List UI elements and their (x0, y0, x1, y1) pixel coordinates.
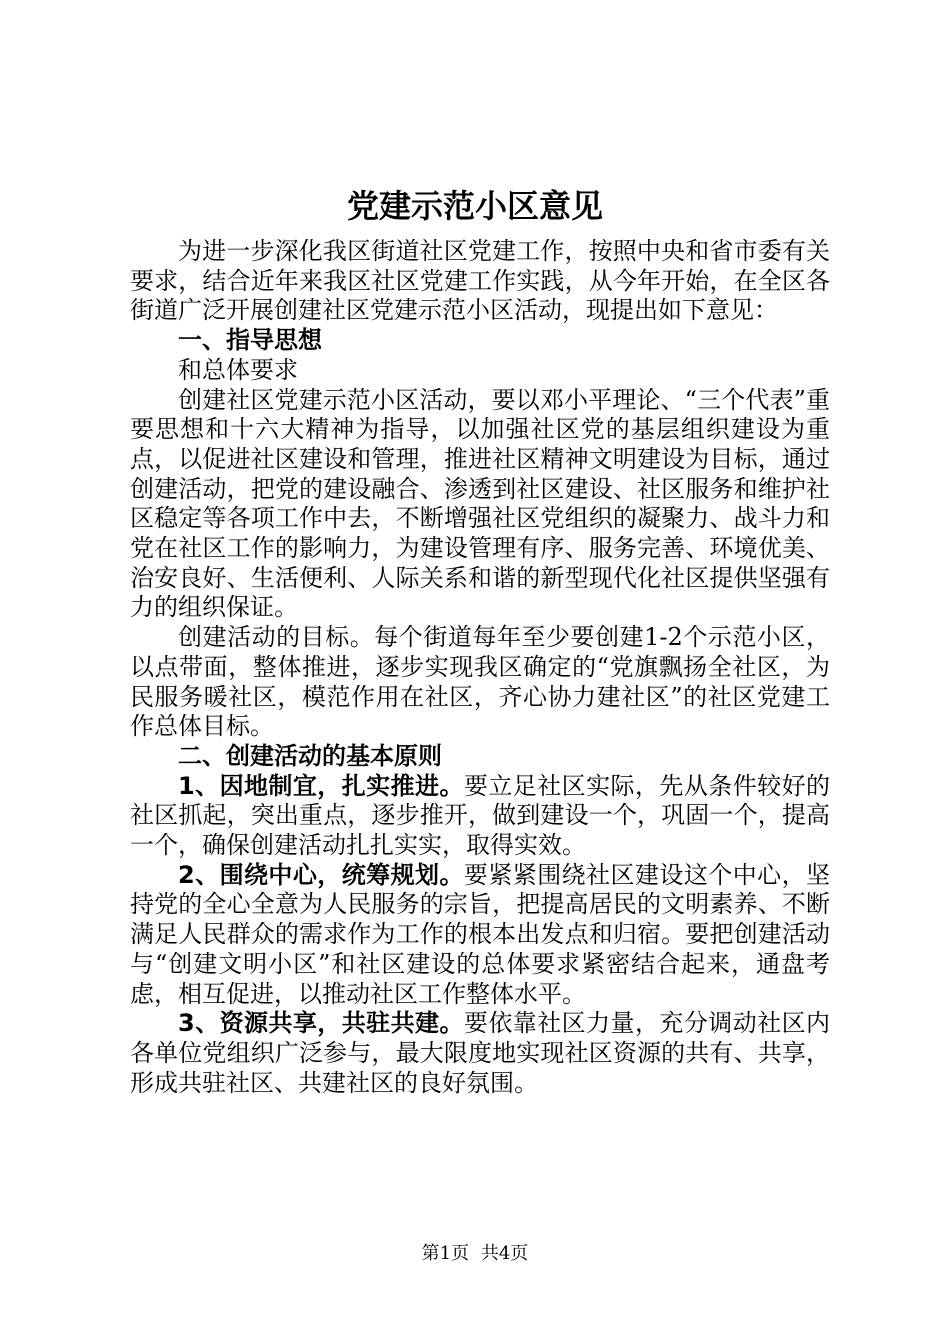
section-heading-1 (130, 326, 830, 356)
principle-paragraph-2 (130, 861, 830, 1010)
section-heading-2 (130, 742, 830, 772)
page-total: 共4页 (480, 1243, 529, 1264)
principle-lead: 3、资源共享，共驻共建。 (178, 1009, 464, 1038)
heading-text: 一、指导思想 (178, 326, 322, 355)
paragraph-text: 和总体要求 (178, 355, 298, 384)
paragraph-text: 为进一步深化我区街道社区党建工作，按照中央和省市委有关要求，结合近年来我区社区党建工作实践，从今年开始，在全区各街道广泛开展创建社区党建示范小区活动，现提出如下意见： (130, 237, 830, 325)
principle-lead: 1、因地制宜，扎实推进。 (178, 771, 464, 800)
heading-text: 二、创建活动的基本原则 (178, 741, 442, 770)
principle-paragraph-1 (130, 772, 830, 861)
paragraph-text: 要紧紧围绕社区建设这个中心，坚持党的全心全意为人民服务的宗旨，把提高居民的文明素养、不断满足人民群众的需求作为工作的根本出发点和归宿。要把创建活动与“创建文明小区”和社区建设的总体要求紧密结合起来，通盘考虑，相互促进，以推动社区工作整体水平。 (130, 860, 831, 1008)
principle-lead: 2、围绕中心，统筹规划。 (178, 860, 464, 889)
document-title: 党建示范小区意见 (346, 187, 603, 225)
paragraph-text: 创建活动的目标。每个街道每年至少要创建1-2个示范小区，以点带面，整体推进，逐步实现我区确定的“党旗飘扬全社区，为民服务暖社区，模范作用在社区，齐心协力建社区”的社区党建工作总体目标。 (130, 623, 830, 741)
paragraph-text: 要立足社区实际，先从条件较好的社区抓起，突出重点，逐步推开，做到建设一个，巩固一个，提高一个，确保创建活动扎扎实实，取得实效。 (130, 771, 831, 860)
goal-paragraph (130, 623, 830, 742)
paragraph-text: 要依靠社区力量，充分调动社区内各单位党组织广泛参与，最大限度地实现社区资源的共有、共享，形成共驻社区、共建社区的良好氛围。 (130, 1009, 831, 1097)
paragraph-text: 创建社区党建示范小区活动，要以邓小平理论、“三个代表”重要思想和十六大精神为指导，以加强社区党的基层组织建设为重点，以促进社区建设和管理，推进社区精神文明建设为目标，通过创建活动，把党的建设融合、渗透到社区建设、社区服务和维护社区稳定等各项工作中去，不断增强社区党组织的凝聚力、战斗力和党在社区工作的影响力，为建设管理有序、服务完善、环境优美、治安良好、生活便利、人际关系和谐的新型现代化社区提供坚强有力的组织保证。 (130, 385, 830, 622)
guiding-ideology-paragraph (130, 386, 830, 624)
page-number: 第1页 (421, 1243, 470, 1264)
section-subheading (130, 356, 830, 386)
document-body (130, 237, 830, 1098)
page-footer (0, 1242, 950, 1266)
intro-paragraph (130, 237, 830, 326)
principle-paragraph-3 (130, 1009, 830, 1098)
